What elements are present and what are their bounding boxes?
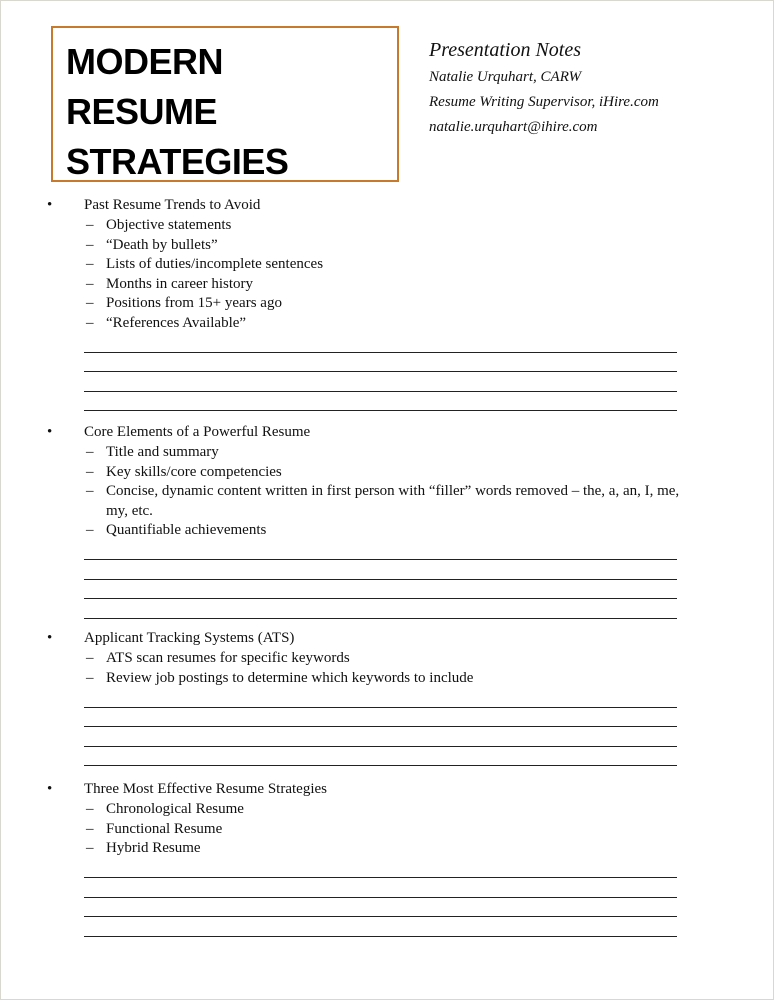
section-past-trends	[1, 196, 774, 411]
presenter-email: natalie.urquhart@ihire.com	[429, 119, 598, 135]
note-line[interactable]	[1, 917, 774, 937]
section-core-elements	[1, 423, 774, 619]
note-line[interactable]	[1, 747, 774, 767]
dash-icon: –	[86, 463, 94, 480]
note-line[interactable]	[1, 580, 774, 600]
section-ats	[1, 629, 774, 766]
title-line-3: STRATEGIES	[66, 141, 289, 182]
note-lines	[1, 541, 774, 619]
section-heading-row	[1, 780, 774, 800]
dash-icon: –	[86, 314, 94, 331]
note-line[interactable]	[1, 688, 774, 708]
list-item-text: Review job postings to determine which keywords to include	[106, 669, 474, 686]
list-item-text: “References Available”	[106, 314, 247, 331]
note-line[interactable]	[1, 333, 774, 353]
list-item	[1, 314, 774, 334]
title-line-1: MODERN	[66, 41, 223, 82]
list-item	[1, 216, 774, 236]
presenter-role: Resume Writing Supervisor, iHire.com	[429, 94, 659, 110]
list-item	[1, 800, 774, 820]
list-item-text: Positions from 15+ years ago	[106, 295, 282, 311]
title-box	[51, 26, 399, 182]
title-line-2: RESUME	[66, 91, 218, 132]
dash-icon: –	[86, 483, 94, 499]
list-item-text: Hybrid Resume	[106, 840, 201, 856]
section-heading: Three Most Effective Resume Strategies	[84, 781, 327, 797]
section-heading-row	[1, 629, 774, 649]
list-item	[1, 294, 774, 314]
note-line[interactable]	[1, 392, 774, 412]
section-heading-row	[1, 423, 774, 443]
list-item-text: Months in career history	[106, 275, 254, 292]
note-lines	[1, 333, 774, 411]
section-heading: Applicant Tracking Systems (ATS)	[84, 630, 295, 646]
dash-icon: –	[86, 217, 94, 233]
list-item-text: Concise, dynamic content written in first person with “filler” words removed – the, a, an, I, me, my, etc.	[106, 483, 680, 519]
list-item-text: Chronological Resume	[106, 801, 244, 817]
list-item	[1, 275, 774, 295]
dash-icon: –	[86, 275, 94, 292]
section-heading: Past Resume Trends to Avoid	[84, 197, 261, 213]
list-item-text: “Death by bullets”	[106, 236, 218, 253]
dash-icon: –	[86, 236, 94, 253]
note-line[interactable]	[1, 372, 774, 392]
list-item	[1, 839, 774, 859]
list-item-text: Key skills/core competencies	[106, 463, 282, 480]
list-item-text: Objective statements	[106, 217, 232, 233]
list-item-text: Functional Resume	[106, 820, 223, 837]
dash-icon: –	[86, 820, 94, 837]
bullet-icon: •	[47, 424, 53, 440]
note-lines	[1, 688, 774, 766]
dash-icon: –	[86, 650, 94, 666]
list-item-text: ATS scan resumes for specific keywords	[106, 650, 350, 666]
section-heading-row	[1, 196, 774, 216]
note-line[interactable]	[1, 859, 774, 879]
notes-heading: Presentation Notes	[429, 39, 582, 61]
list-item-text: Title and summary	[106, 444, 219, 460]
note-lines	[1, 859, 774, 937]
list-item	[1, 236, 774, 256]
dash-icon: –	[86, 256, 94, 272]
note-line[interactable]	[1, 878, 774, 898]
presentation-notes	[429, 37, 659, 140]
list-item	[1, 649, 774, 669]
bullet-icon: •	[47, 781, 53, 797]
dash-icon: –	[86, 522, 94, 538]
dash-icon: –	[86, 444, 94, 460]
list-item	[1, 521, 774, 541]
list-item	[1, 669, 774, 689]
list-item	[1, 482, 774, 521]
presenter-name: Natalie Urquhart, CARW	[429, 69, 582, 85]
bullet-icon: •	[47, 197, 53, 213]
note-line[interactable]	[1, 560, 774, 580]
dash-icon: –	[86, 669, 94, 686]
note-line[interactable]	[1, 727, 774, 747]
list-item	[1, 255, 774, 275]
list-item-text: Quantifiable achievements	[106, 522, 267, 538]
note-line[interactable]	[1, 599, 774, 619]
list-item	[1, 820, 774, 840]
dash-icon: –	[86, 801, 94, 817]
list-item	[1, 443, 774, 463]
list-item-text: Lists of duties/incomplete sentences	[106, 256, 324, 272]
bullet-icon: •	[47, 630, 53, 646]
note-line[interactable]	[1, 353, 774, 373]
note-line[interactable]	[1, 541, 774, 561]
section-heading: Core Elements of a Powerful Resume	[84, 424, 311, 440]
note-line[interactable]	[1, 708, 774, 728]
note-line[interactable]	[1, 898, 774, 918]
dash-icon: –	[86, 840, 94, 856]
section-effective-strategies	[1, 780, 774, 937]
dash-icon: –	[86, 295, 94, 311]
list-item	[1, 463, 774, 483]
